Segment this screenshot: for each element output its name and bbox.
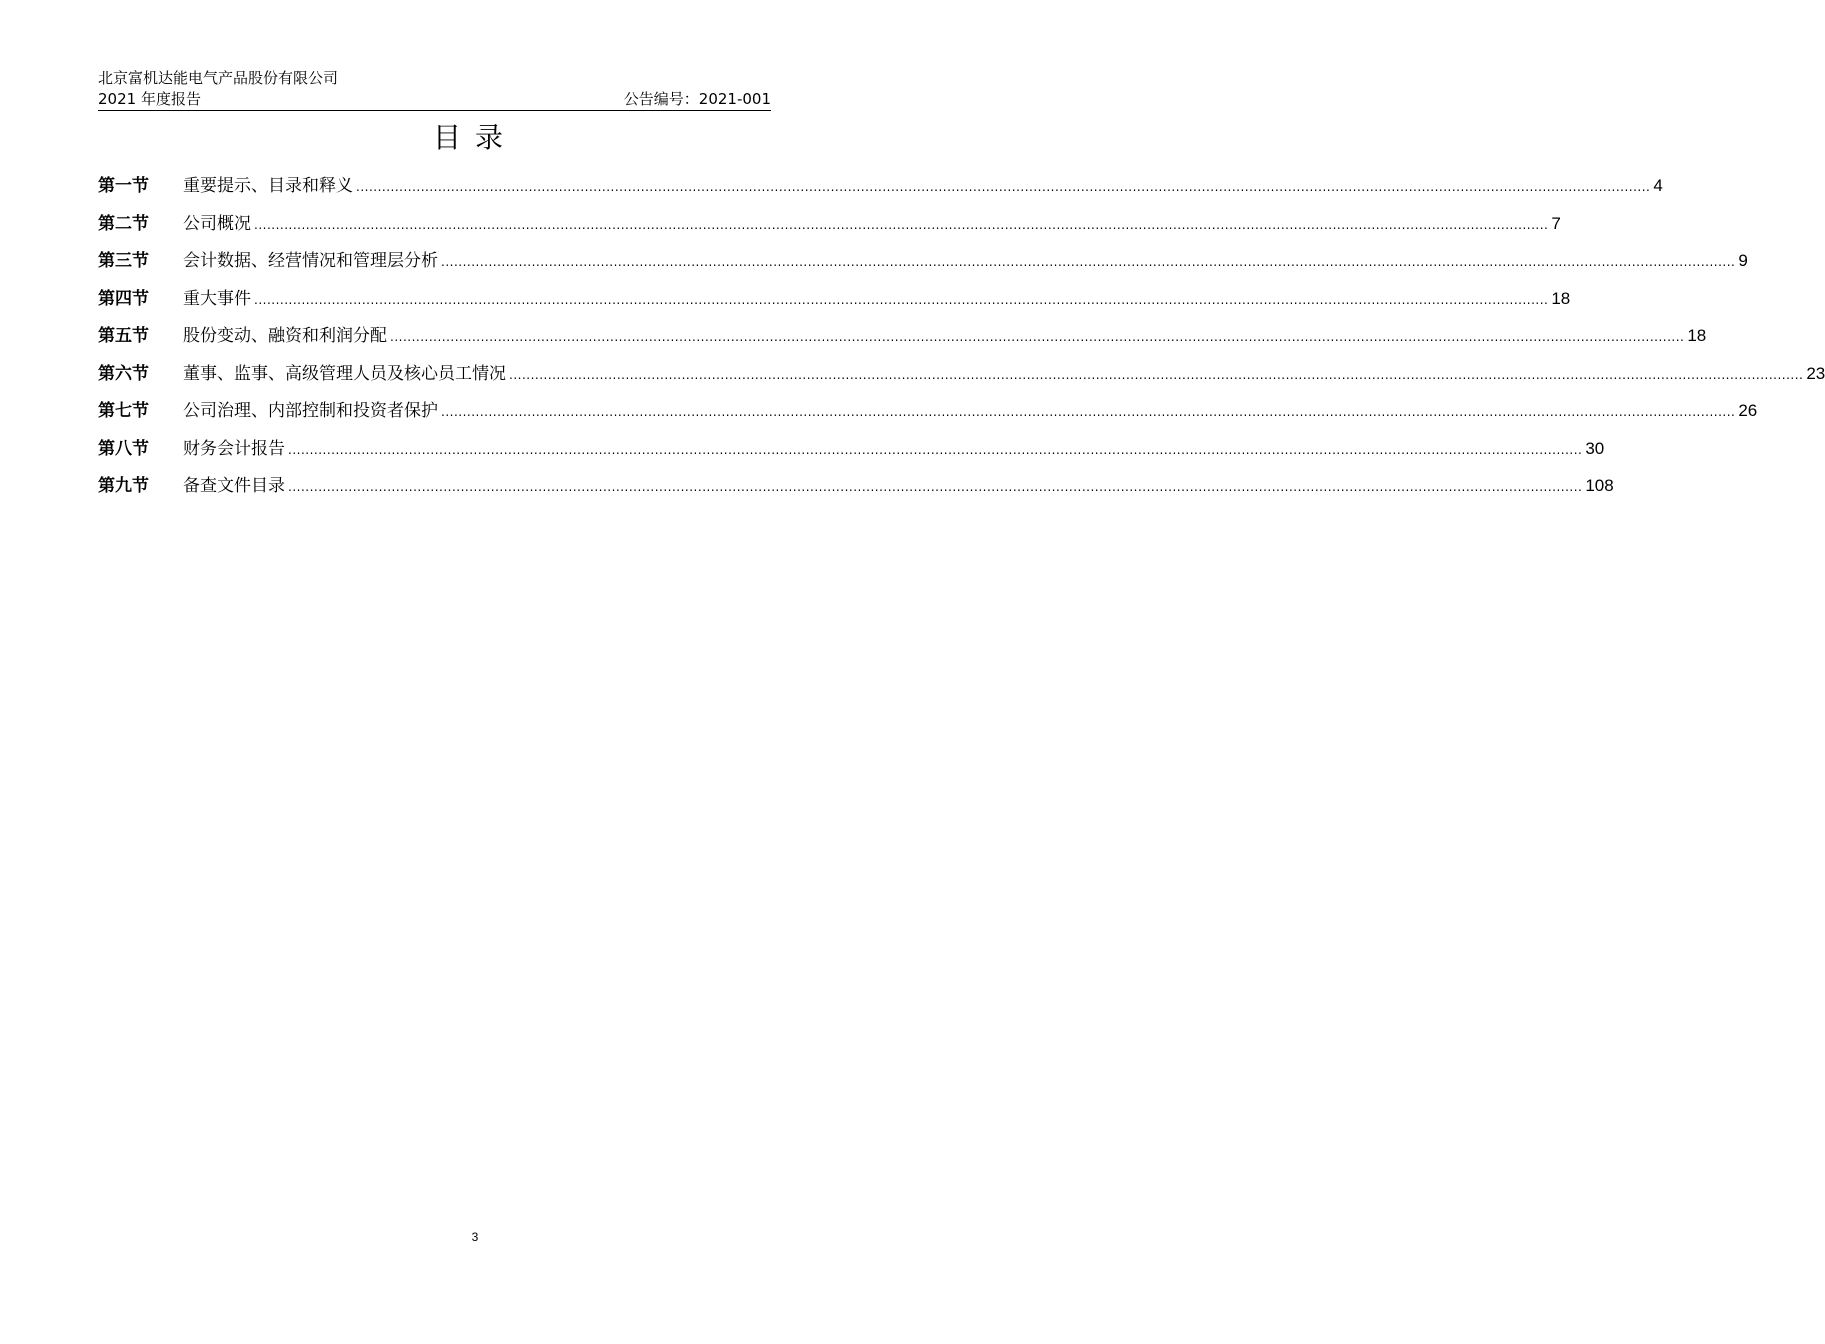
page-header [98, 68, 771, 111]
toc-section-number: 第五节 [98, 326, 149, 346]
toc-section-number: 第六节 [98, 363, 149, 384]
report-year: 2021 年度报告 [98, 90, 201, 108]
toc-page-number: 26 [1738, 401, 1758, 420]
toc-leader-dots: ............................................................................................................................................................................................................................................................................................................ [288, 480, 1583, 494]
toc-leader-dots: ............................................................................................................................................................................................................................................................................................................ [441, 405, 1736, 419]
toc-section-title: 重要提示、目录和释义 [183, 176, 353, 196]
toc-page-number: 108 [1585, 476, 1614, 495]
company-name: 北京富机达能电气产品股份有限公司 [98, 69, 339, 87]
toc-leader-dots: ............................................................................................................................................................................................................................................................................................................ [254, 217, 1549, 232]
table-of-contents [98, 170, 1825, 508]
toc-page-number: 30 [1585, 438, 1605, 458]
toc-page-number: 4 [1653, 176, 1663, 195]
page-title: 目录 [432, 121, 517, 154]
toc-leader-dots: ............................................................................................................................................................................................................................................................................................................ [509, 367, 1804, 382]
toc-entry[interactable] [98, 358, 1825, 396]
header-row [98, 89, 771, 111]
toc-section-number: 第八节 [98, 438, 149, 459]
toc-leader-dots: ............................................................................................................................................................................................................................................................................................................ [254, 292, 1549, 307]
toc-section-number: 第三节 [98, 251, 149, 271]
toc-leader-dots: ............................................................................................................................................................................................................................................................................................................ [288, 442, 1583, 457]
toc-entry[interactable] [98, 245, 1748, 283]
announcement-number: 公告编号：2021-001 [623, 90, 771, 108]
page-number: 3 [471, 1230, 479, 1244]
toc-entry[interactable] [98, 433, 1605, 471]
toc-page-number: 23 [1806, 363, 1825, 383]
toc-section-title: 公司治理、内部控制和投资者保护 [183, 401, 438, 421]
toc-section-number: 第一节 [98, 176, 149, 196]
toc-page-number: 7 [1551, 213, 1561, 233]
toc-leader-dots: ............................................................................................................................................................................................................................................................................................................ [390, 330, 1685, 344]
toc-section-title: 股份变动、融资和利润分配 [183, 326, 387, 346]
toc-section-title: 财务会计报告 [183, 438, 285, 459]
toc-section-title: 重大事件 [183, 288, 251, 309]
toc-section-number: 第七节 [98, 401, 149, 421]
toc-entry[interactable] [98, 320, 1707, 358]
toc-entry[interactable] [98, 170, 1663, 208]
toc-leader-dots: ............................................................................................................................................................................................................................................................................................................ [356, 180, 1651, 194]
toc-leader-dots: ............................................................................................................................................................................................................................................................................................................ [441, 255, 1736, 269]
toc-page-number: 18 [1687, 326, 1707, 345]
toc-section-title: 备查文件目录 [183, 476, 285, 496]
toc-section-title: 会计数据、经营情况和管理层分析 [183, 251, 438, 271]
toc-page-number: 9 [1738, 251, 1748, 270]
toc-section-number: 第四节 [98, 288, 149, 309]
toc-entry[interactable] [98, 208, 1561, 246]
toc-entry[interactable] [98, 470, 1614, 508]
toc-entry[interactable] [98, 283, 1571, 321]
toc-page-number: 18 [1551, 288, 1571, 308]
toc-section-title: 公司概况 [183, 213, 251, 234]
toc-section-title: 董事、监事、高级管理人员及核心员工情况 [183, 363, 506, 384]
toc-section-number: 第二节 [98, 213, 149, 234]
toc-section-number: 第九节 [98, 476, 149, 496]
toc-entry[interactable] [98, 395, 1758, 433]
